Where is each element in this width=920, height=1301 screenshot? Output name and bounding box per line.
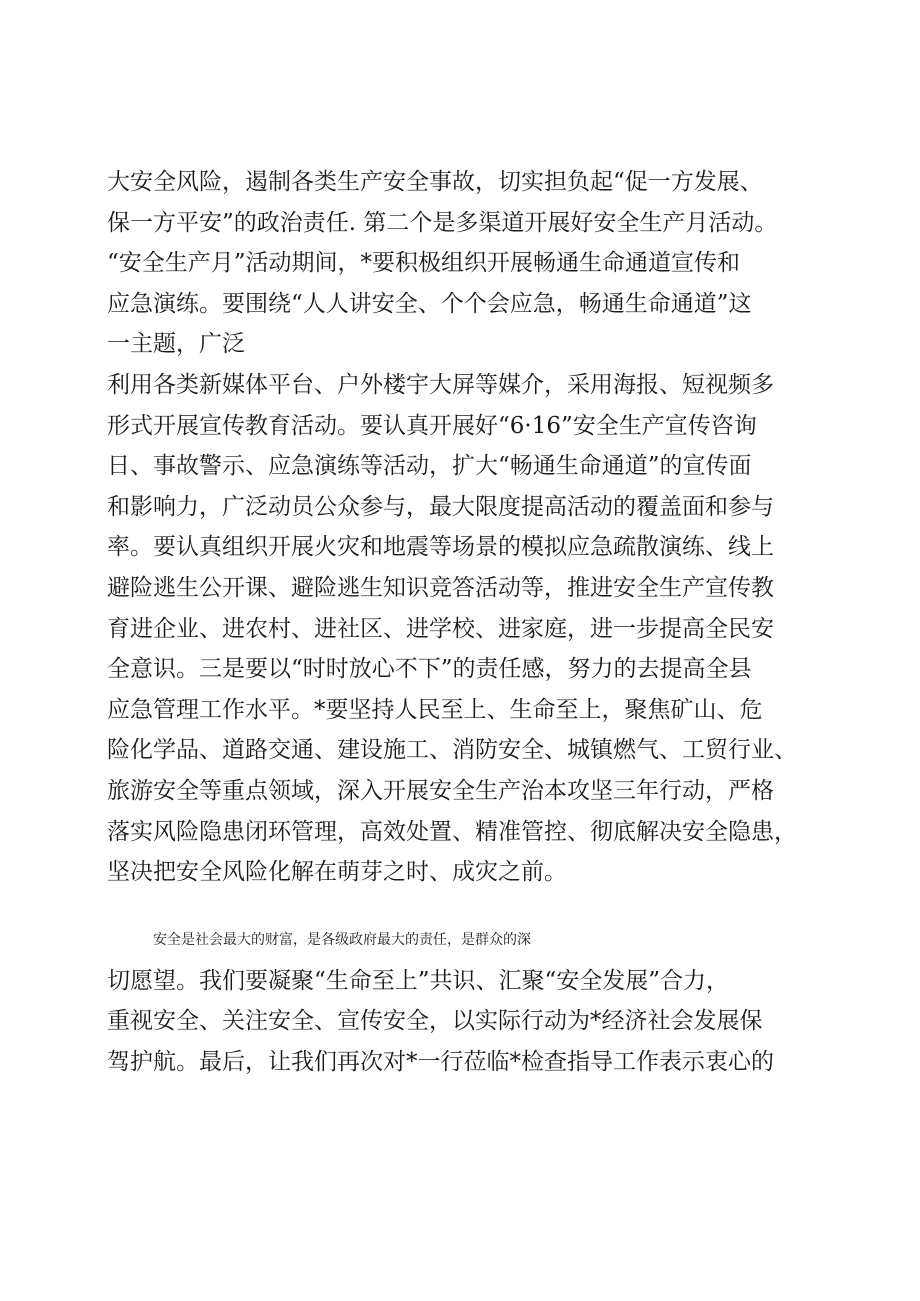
text-line: 一主题，广泛 bbox=[107, 331, 245, 358]
text-line: “安全生产月”活动期间，*要积极组织开展畅通生命通道宣传和 bbox=[107, 250, 741, 277]
text-line: 率。要认真组织开展火灾和地震等场景的模拟应急疏散演练、线上 bbox=[107, 534, 774, 561]
text-line: 大安全风险，遏制各类生产安全事故，切实担负起“促一方发展、 bbox=[107, 169, 763, 195]
paragraph-2 bbox=[107, 920, 807, 1082]
text-line: 驾护航。最后，让我们再次对*一行莅临*检查指导工作表示衷心的 bbox=[107, 1048, 774, 1075]
text-line: 应急管理工作水平。*要坚持人民至上、生命至上，聚焦矿山、危 bbox=[107, 696, 763, 723]
text-line: 保一方平安”的政治责任. 第二个是多渠道开展好安全生产月活动。 bbox=[107, 209, 778, 236]
text-line: 育进企业、进农村、进社区、进学校、进家庭，进一步提高全民安 bbox=[107, 615, 774, 642]
text-line: 利用各类新媒体平台、户外楼宇大屏等媒介，采用海报、短视频多 bbox=[107, 371, 774, 398]
text-line: 全意识。三是要以“时时放心不下”的责任感，努力的去提高全县 bbox=[107, 656, 752, 683]
text-line: 落实风险隐患闭环管理，高效处置、精准管控、彻底解决安全隐患， bbox=[107, 818, 797, 845]
text-line: 险化学品、道路交通、建设施工、消防安全、城镇燃气、工贸行业、 bbox=[107, 737, 797, 764]
text-line: 和影响力，广泛动员公众参与，最大限度提高活动的覆盖面和参与 bbox=[107, 493, 774, 520]
text-line: 避险逃生公开课、避险逃生知识竞答活动等，推进安全生产宣传教 bbox=[107, 574, 774, 601]
text-line: 坚决把安全风险化解在萌芽之时、成灾之前。 bbox=[107, 859, 567, 886]
text-line: 旅游安全等重点领域，深入开展安全生产治本攻坚三年行动，严格 bbox=[107, 777, 774, 804]
text-line: 切愿望。我们要凝聚“生命至上”共识、汇聚“安全发展”合力， bbox=[107, 967, 730, 994]
text-line: 应急演练。要围绕“人人讲安全、个个会应急，畅通生命通道”这 bbox=[107, 290, 752, 317]
paragraph-1 bbox=[107, 162, 807, 893]
text-line: 日、事故警示、应急演练等活动，扩大“畅通生命通道”的宣传面 bbox=[107, 453, 752, 480]
text-line: 重视安全、关注安全、宣传安全，以实际行动为*经济社会发展保 bbox=[107, 1008, 763, 1035]
text-line: 安全是社会最大的财富，是各级政府最大的责任，是群众的深 bbox=[153, 932, 531, 948]
text-line: 形式开展宣传教育活动。要认真开展好“6·16”安全生产宣传咨询 bbox=[107, 412, 757, 439]
